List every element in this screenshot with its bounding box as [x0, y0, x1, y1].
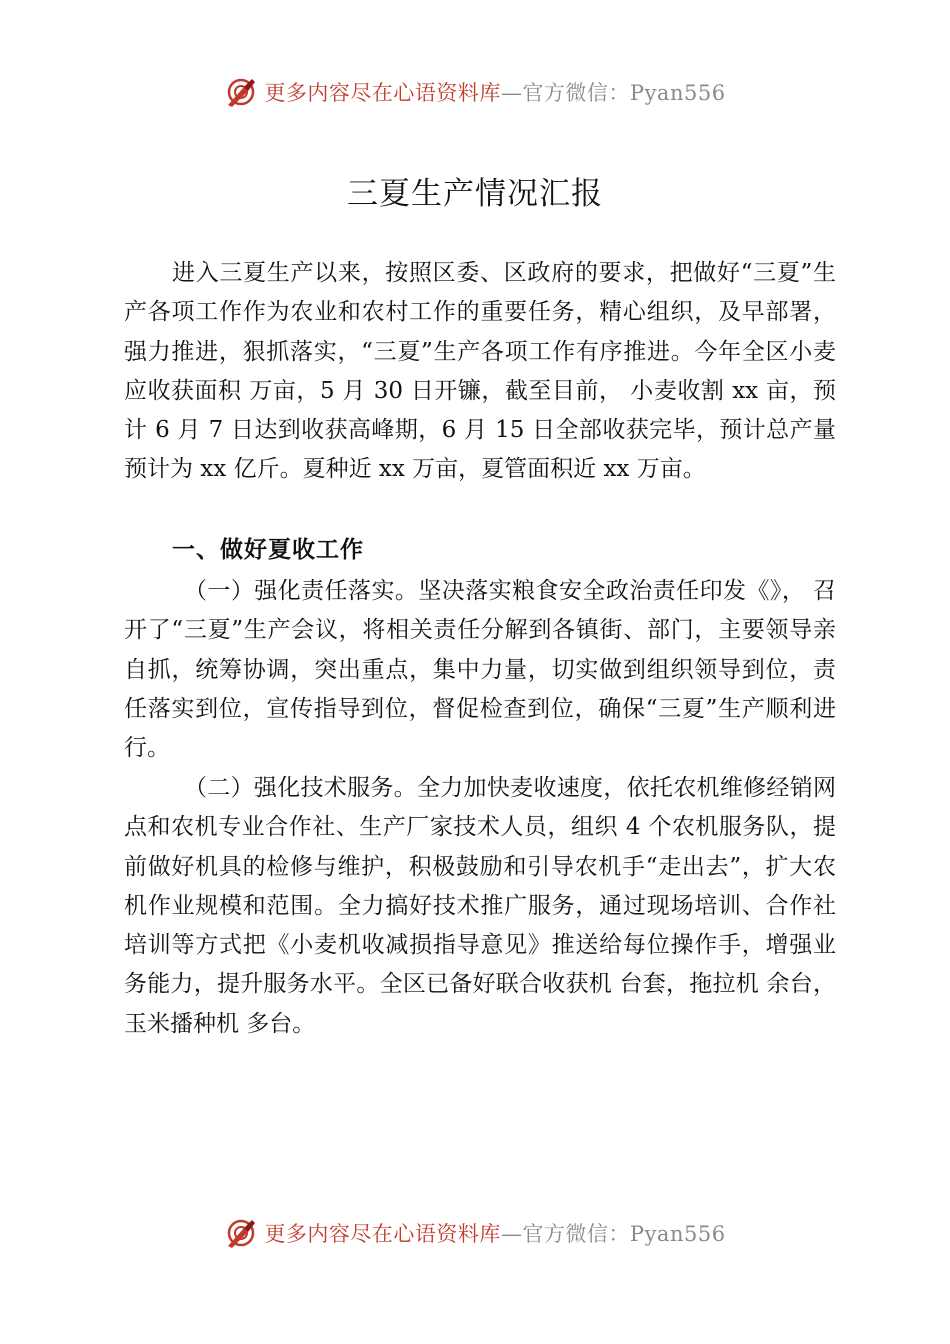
footer-watermark-banner	[0, 1211, 950, 1255]
watermark-accent-text: 更多内容尽在心语资料库	[264, 81, 501, 105]
paragraph-responsibility: （一）强化责任落实。坚决落实粮食安全政治责任印发《》， 召开了“三夏”生产会议，将相关责任分解到各镇街、部门，主要领导亲自抓，统筹协调，突出重点，集中力量，切实做到组织领导到位，责任落实到位，宣传指导到位，督促检查到位，确保“三夏”生产顺利进行。	[124, 578, 836, 762]
watermark-contact-text: —官方微信：Pyan556	[500, 1222, 726, 1246]
watermark-text	[264, 1218, 725, 1248]
watermark-accent-text: 更多内容尽在心语资料库	[264, 1222, 501, 1246]
paragraph-technical-service: （二）强化技术服务。全力加快麦收速度，依托农机维修经销网点和农机专业合作社、生产厂家技术人员，组织 4 个农机服务队，提前做好机具的检修与维护，积极鼓励和引导农机手“走出去”，扩大农机作业规模和范围。全力搞好技术推广服务，通过现场培训、合作社培训等方式把《小麦机收减损指导意见》推送给每位操作手，增强业务能力，提升服务水平。全区已备好联合收获机 台套，拖拉机 余台，玉米播种机 多台。	[124, 775, 836, 1037]
header-watermark-banner	[0, 70, 950, 114]
section-heading: 一、做好夏收工作	[172, 537, 364, 563]
page-title: 三夏生产情况汇报	[347, 176, 603, 212]
paragraph-intro: 进入三夏生产以来，按照区委、区政府的要求，把做好“三夏”生产各项工作作为农业和农村工作的重要任务，精心组织，及早部署，强力推进，狠抓落实，“三夏”生产各项工作有序推进。今年全区小麦应收获面积 万亩，5 月 30 日开镰，截至目前， 小麦收割 xx 亩，预计 6 月 7 日达到收获高峰期，6 月 15 日全部收获完毕，预计总产量预计为 xx 亿斤。夏种近 xx 万亩，夏管面积近 xx 万亩。	[124, 260, 836, 483]
watermark-contact-text: —官方微信：Pyan556	[500, 81, 726, 105]
watermark-text	[264, 77, 725, 107]
pen-nib-logo-icon	[224, 75, 258, 109]
pen-nib-logo-icon	[224, 1216, 258, 1250]
